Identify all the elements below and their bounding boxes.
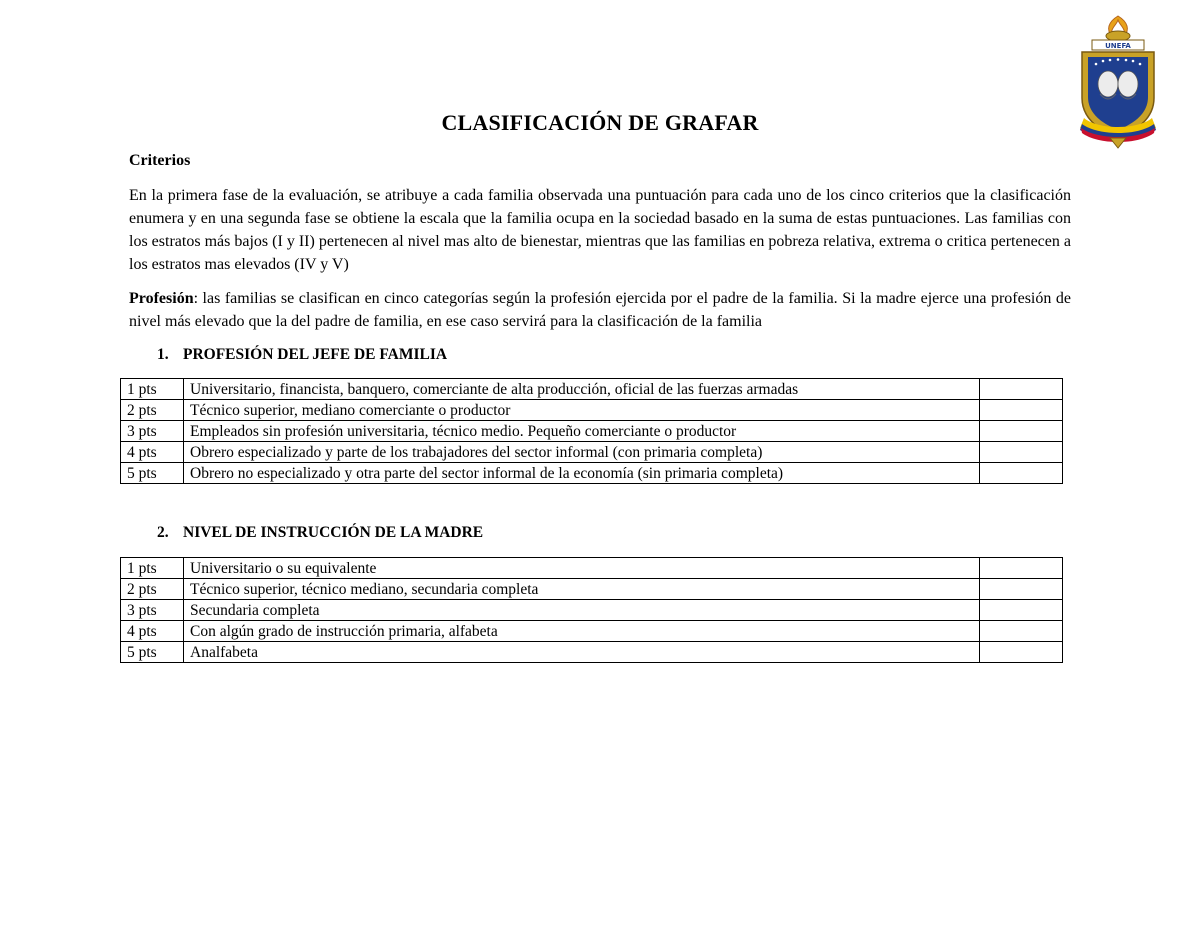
- description-cell: Empleados sin profesión universitaria, técnico medio. Pequeño comerciante o productor: [184, 421, 980, 442]
- points-cell: 2 pts: [121, 579, 184, 600]
- description-cell: Técnico superior, mediano comerciante o productor: [184, 400, 980, 421]
- points-cell: 5 pts: [121, 463, 184, 484]
- section-title: PROFESIÓN DEL JEFE DE FAMILIA: [183, 346, 448, 363]
- profesion-text: : las familias se clasifican en cinco categorías según la profesión ejercida por el padre de la familia. Si la madre ejerce una profesión de nivel más elevado que la del padre de familia, en ese caso servirá para la clasificación de la familia: [129, 290, 1071, 330]
- points-cell: 1 pts: [121, 558, 184, 579]
- points-cell: 2 pts: [121, 400, 184, 421]
- score-cell[interactable]: [980, 463, 1063, 484]
- profesion-label: Profesión: [129, 290, 194, 307]
- points-cell: 3 pts: [121, 600, 184, 621]
- score-cell[interactable]: [980, 400, 1063, 421]
- table-row: [121, 558, 1063, 579]
- table-row: [121, 600, 1063, 621]
- section-number: 2.: [157, 524, 169, 541]
- profesion-table: [120, 378, 1063, 484]
- instruccion-table: [120, 557, 1063, 663]
- description-cell: Obrero no especializado y otra parte del sector informal de la economía (sin primaria completa): [184, 463, 980, 484]
- table-row: [121, 579, 1063, 600]
- score-cell[interactable]: [980, 379, 1063, 400]
- section-number: 1.: [157, 346, 169, 363]
- table-row: [121, 400, 1063, 421]
- description-cell: Analfabeta: [184, 642, 980, 663]
- score-cell[interactable]: [980, 442, 1063, 463]
- table-row: [121, 442, 1063, 463]
- table-row: [121, 379, 1063, 400]
- score-cell[interactable]: [980, 421, 1063, 442]
- points-cell: 4 pts: [121, 442, 184, 463]
- table-row: [121, 642, 1063, 663]
- points-cell: 4 pts: [121, 621, 184, 642]
- score-cell[interactable]: [980, 579, 1063, 600]
- table-row: [121, 421, 1063, 442]
- intro-paragraph: En la primera fase de la evaluación, se atribuye a cada familia observada una puntuación para cada uno de los cinco criterios que la clasificación enumera y en una segunda fase se obtiene la escala que la familia ocupa en la sociedad basado en la suma de estas puntuaciones. Las familias con los estratos más bajos (I y II) pertenecen al nivel mas alto de bienestar, mientras que las familias en pobreza relativa, extrema o critica pertenecen a los estratos mas elevados (IV y V): [129, 187, 1071, 273]
- score-cell[interactable]: [980, 642, 1063, 663]
- score-cell[interactable]: [980, 600, 1063, 621]
- table-row: [121, 463, 1063, 484]
- description-cell: Con algún grado de instrucción primaria, alfabeta: [184, 621, 980, 642]
- section-heading-profesion: [157, 346, 447, 364]
- description-cell: Secundaria completa: [184, 600, 980, 621]
- section-title: NIVEL DE INSTRUCCIÓN DE LA MADRE: [183, 524, 484, 541]
- score-cell[interactable]: [980, 558, 1063, 579]
- description-cell: Universitario, financista, banquero, comerciante de alta producción, oficial de las fuerzas armadas: [184, 379, 980, 400]
- description-cell: Técnico superior, técnico mediano, secundaria completa: [184, 579, 980, 600]
- table-row: [121, 621, 1063, 642]
- profesion-paragraph: [129, 287, 1071, 333]
- page-title: CLASIFICACIÓN DE GRAFAR: [441, 110, 759, 135]
- description-cell: Obrero especializado y parte de los trabajadores del sector informal (con primaria completa): [184, 442, 980, 463]
- criterios-heading: Criterios: [129, 152, 191, 169]
- logo-text: UNEFA: [1105, 42, 1131, 50]
- section-heading-instruccion: [157, 524, 483, 542]
- points-cell: 3 pts: [121, 421, 184, 442]
- points-cell: 1 pts: [121, 379, 184, 400]
- points-cell: 5 pts: [121, 642, 184, 663]
- description-cell: Universitario o su equivalente: [184, 558, 980, 579]
- score-cell[interactable]: [980, 621, 1063, 642]
